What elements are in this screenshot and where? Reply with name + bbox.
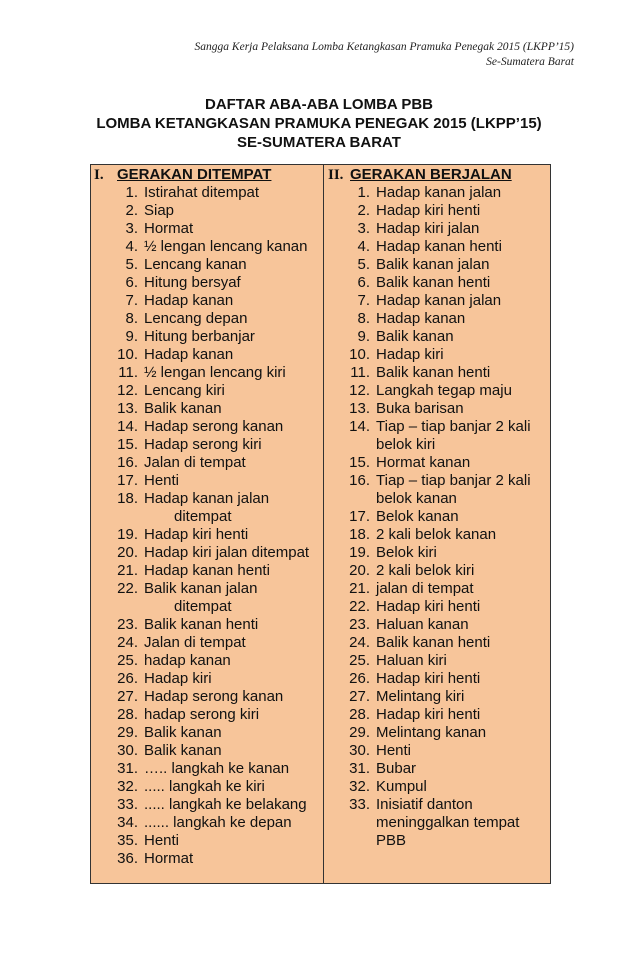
- document-region: SE-SUMATERA BARAT: [237, 134, 401, 151]
- item-number: 9.: [357, 328, 370, 345]
- item-text: Balik kanan: [144, 742, 222, 759]
- item-text: Hadap kanan: [376, 310, 466, 327]
- list-item: [324, 562, 551, 580]
- list-item: [90, 562, 323, 580]
- item-number: 16.: [349, 472, 370, 489]
- item-number: 36.: [117, 850, 138, 867]
- item-number: 4.: [125, 238, 138, 255]
- document-subtitle: LOMBA KETANGKASAN PRAMUKA PENEGAK 2015 (LKPP’15): [96, 115, 542, 132]
- list-items: [324, 184, 551, 850]
- item-text: Balik kanan henti: [376, 364, 491, 381]
- running-header-region: Se-Sumatera Barat: [486, 56, 574, 68]
- item-text: Langkah tegap maju: [376, 382, 512, 399]
- item-number: 19.: [117, 526, 138, 543]
- list-item: [324, 706, 551, 724]
- item-number: 34.: [117, 814, 138, 831]
- item-text: Belok kiri: [376, 544, 437, 561]
- item-text: Balik kanan: [376, 328, 454, 345]
- item-text: Lencang depan: [144, 310, 248, 327]
- item-text: Henti: [144, 472, 180, 489]
- item-text-continued: belok kanan: [376, 490, 457, 507]
- item-text: ½ lengan lencang kanan: [144, 238, 308, 255]
- list-item: [90, 454, 323, 472]
- list-item: [324, 526, 551, 544]
- item-text: hadap serong kiri: [144, 706, 260, 723]
- item-number: 9.: [125, 328, 138, 345]
- item-number: 14.: [349, 418, 370, 435]
- item-text: Hadap kiri henti: [376, 202, 481, 219]
- item-text: ..... langkah ke belakang: [144, 796, 307, 813]
- item-number: 15.: [117, 436, 138, 453]
- item-text: Jalan di tempat: [144, 634, 246, 651]
- section-number: II.: [328, 167, 344, 183]
- item-text: Siap: [144, 202, 175, 219]
- running-header-title: Sangga Kerja Pelaksana Lomba Ketangkasan Pramuka Penegak 2015 (LKPP’15): [194, 41, 574, 53]
- item-number: 20.: [117, 544, 138, 561]
- list-item: [90, 832, 323, 850]
- item-number: 7.: [125, 292, 138, 309]
- item-text: ….. langkah ke kanan: [144, 760, 290, 777]
- item-number: 2.: [357, 202, 370, 219]
- item-text: Hormat: [144, 850, 194, 867]
- list-item: [90, 688, 323, 706]
- section-number: I.: [94, 167, 104, 183]
- item-text: Inisiatif danton: [376, 796, 473, 813]
- list-item: [90, 544, 323, 562]
- item-text: Hadap kanan jalan: [144, 490, 270, 507]
- item-number: 30.: [349, 742, 370, 759]
- list-item: [90, 382, 323, 400]
- item-number: 5.: [357, 256, 370, 273]
- list-item: [324, 472, 551, 508]
- item-text: Hadap kanan jalan: [376, 292, 502, 309]
- item-text: ½ lengan lencang kiri: [144, 364, 286, 381]
- list-item: [90, 742, 323, 760]
- item-number: 10.: [349, 346, 370, 363]
- list-item: [324, 220, 551, 238]
- list-item: [90, 274, 323, 292]
- list-item: [90, 724, 323, 742]
- list-item: [90, 796, 323, 814]
- item-text: 2 kali belok kiri: [376, 562, 475, 579]
- list-item: [324, 346, 551, 364]
- item-text-continued: meninggalkan tempat: [376, 814, 520, 831]
- list-item: [90, 472, 323, 490]
- list-item: [90, 256, 323, 274]
- item-number: 5.: [125, 256, 138, 273]
- item-number: 2.: [125, 202, 138, 219]
- item-text: Belok kanan: [376, 508, 459, 525]
- item-text: Kumpul: [376, 778, 427, 795]
- list-item: [90, 418, 323, 436]
- item-text: Istirahat ditempat: [144, 184, 260, 201]
- item-text: hadap kanan: [144, 652, 231, 669]
- list-item: [324, 616, 551, 634]
- item-text-continued: ditempat: [174, 598, 232, 615]
- list-item: [90, 778, 323, 796]
- item-number: 8.: [357, 310, 370, 327]
- item-text: Melintang kiri: [376, 688, 465, 705]
- item-text: Hadap kiri henti: [376, 670, 481, 687]
- item-number: 6.: [357, 274, 370, 291]
- list-item: [324, 760, 551, 778]
- item-text: ..... langkah ke kiri: [144, 778, 265, 795]
- item-number: 31.: [117, 760, 138, 777]
- list-item: [90, 490, 323, 526]
- list-item: [324, 544, 551, 562]
- item-number: 27.: [349, 688, 370, 705]
- column-gerakan-ditempat: [90, 166, 323, 868]
- section-title: GERAKAN DITEMPAT: [117, 166, 272, 183]
- list-item: [324, 580, 551, 598]
- item-text: Tiap – tiap banjar 2 kali: [376, 418, 531, 435]
- item-number: 11.: [350, 364, 370, 381]
- item-number: 17.: [349, 508, 370, 525]
- list-item: [324, 670, 551, 688]
- item-text: Jalan di tempat: [144, 454, 246, 471]
- item-number: 33.: [349, 796, 370, 813]
- list-item: [324, 688, 551, 706]
- section-header: [324, 166, 551, 184]
- item-number: 22.: [117, 580, 138, 597]
- document-title: DAFTAR ABA-ABA LOMBA PBB: [204, 96, 434, 113]
- item-text: Balik kanan: [144, 724, 222, 741]
- item-text: Hadap kanan henti: [144, 562, 270, 579]
- list-item: [324, 238, 551, 256]
- item-text: Balik kanan henti: [144, 616, 259, 633]
- list-item: [90, 634, 323, 652]
- list-item: [90, 238, 323, 256]
- item-number: 35.: [117, 832, 138, 849]
- list-item: [90, 652, 323, 670]
- item-text: Hadap kanan jalan: [376, 184, 502, 201]
- item-number: 25.: [117, 652, 138, 669]
- item-number: 4.: [357, 238, 370, 255]
- item-number: 21.: [117, 562, 138, 579]
- item-text: Hadap serong kanan: [144, 418, 284, 435]
- column-gerakan-berjalan: [324, 166, 551, 850]
- item-number: 6.: [125, 274, 138, 291]
- item-number: 23.: [117, 616, 138, 633]
- item-number: 24.: [117, 634, 138, 651]
- list-item: [90, 526, 323, 544]
- item-number: 29.: [349, 724, 370, 741]
- item-number: 28.: [349, 706, 370, 723]
- list-item: [324, 652, 551, 670]
- item-number: 28.: [117, 706, 138, 723]
- item-number: 14.: [117, 418, 138, 435]
- item-text: Hadap kiri: [376, 346, 444, 363]
- list-item: [90, 328, 323, 346]
- item-text: Haluan kiri: [376, 652, 447, 669]
- item-text: Balik kanan: [144, 400, 222, 417]
- list-item: [324, 328, 551, 346]
- item-number: 16.: [117, 454, 138, 471]
- item-number: 1.: [125, 184, 138, 201]
- list-item: [324, 724, 551, 742]
- item-text-continued: ditempat: [174, 508, 232, 525]
- item-number: 25.: [349, 652, 370, 669]
- item-text: Hadap kiri henti: [144, 526, 249, 543]
- item-text: Lencang kanan: [144, 256, 247, 273]
- list-item: [90, 220, 323, 238]
- item-number: 32.: [117, 778, 138, 795]
- item-number: 24.: [349, 634, 370, 651]
- list-item: [90, 364, 323, 382]
- list-item: [324, 256, 551, 274]
- item-text-continued: PBB: [376, 832, 407, 849]
- item-text: Balik kanan henti: [376, 634, 491, 651]
- item-number: 31.: [349, 760, 370, 777]
- item-text: Balik kanan henti: [376, 274, 491, 291]
- item-text: Balik kanan jalan: [376, 256, 490, 273]
- item-text: Hadap kiri henti: [376, 706, 481, 723]
- list-item: [90, 202, 323, 220]
- list-item: [324, 796, 551, 850]
- item-number: 10.: [117, 346, 138, 363]
- list-item: [90, 814, 323, 832]
- list-item: [324, 400, 551, 418]
- item-text: jalan di tempat: [376, 580, 474, 597]
- item-number: 3.: [125, 220, 138, 237]
- item-number: 12.: [349, 382, 370, 399]
- item-text: Hadap kanan: [144, 292, 234, 309]
- item-text: 2 kali belok kanan: [376, 526, 497, 543]
- item-number: 7.: [357, 292, 370, 309]
- list-item: [324, 454, 551, 472]
- item-text: Bubar: [376, 760, 417, 777]
- list-item: [324, 184, 551, 202]
- item-text: Haluan kanan: [376, 616, 469, 633]
- item-text: Hadap kiri jalan: [376, 220, 480, 237]
- item-number: 26.: [349, 670, 370, 687]
- item-text: Hadap kanan: [144, 346, 234, 363]
- item-number: 8.: [125, 310, 138, 327]
- list-item: [90, 580, 323, 616]
- item-text: ...... langkah ke depan: [144, 814, 292, 831]
- item-number: 22.: [349, 598, 370, 615]
- item-text-continued: belok kiri: [376, 436, 436, 453]
- item-text: Hormat kanan: [376, 454, 471, 471]
- list-item: [90, 670, 323, 688]
- item-text: Lencang kiri: [144, 382, 225, 399]
- item-text: Hadap kiri henti: [376, 598, 481, 615]
- item-number: 15.: [349, 454, 370, 471]
- item-text: Melintang kanan: [376, 724, 487, 741]
- list-item: [90, 616, 323, 634]
- list-item: [324, 418, 551, 454]
- list-item: [90, 346, 323, 364]
- item-text: Hadap kanan henti: [376, 238, 502, 255]
- list-item: [324, 382, 551, 400]
- list-item: [324, 778, 551, 796]
- item-number: 13.: [349, 400, 370, 417]
- item-number: 3.: [357, 220, 370, 237]
- item-text: Hadap serong kanan: [144, 688, 284, 705]
- list-item: [324, 508, 551, 526]
- list-item: [324, 634, 551, 652]
- item-text: Hadap kiri jalan ditempat: [144, 544, 310, 561]
- item-number: 1.: [357, 184, 370, 201]
- section-header: [90, 166, 323, 184]
- item-number: 26.: [117, 670, 138, 687]
- item-text: Buka barisan: [376, 400, 464, 417]
- item-text: Hormat: [144, 220, 194, 237]
- item-number: 12.: [117, 382, 138, 399]
- item-number: 13.: [117, 400, 138, 417]
- item-text: Hitung bersyaf: [144, 274, 241, 291]
- item-text: Henti: [144, 832, 180, 849]
- list-item: [324, 202, 551, 220]
- list-items: [90, 184, 323, 868]
- list-item: [90, 292, 323, 310]
- list-item: [90, 706, 323, 724]
- item-number: 27.: [117, 688, 138, 705]
- section-title: GERAKAN BERJALAN: [350, 166, 512, 183]
- item-number: 30.: [117, 742, 138, 759]
- item-number: 32.: [349, 778, 370, 795]
- item-number: 17.: [117, 472, 138, 489]
- list-item: [324, 742, 551, 760]
- list-item: [90, 310, 323, 328]
- list-item: [90, 850, 323, 868]
- item-number: 18.: [349, 526, 370, 543]
- list-item: [90, 184, 323, 202]
- item-text: Hitung berbanjar: [144, 328, 255, 345]
- item-text: Hadap kiri: [144, 670, 212, 687]
- list-item: [324, 364, 551, 382]
- item-number: 11.: [118, 364, 138, 381]
- item-text: Tiap – tiap banjar 2 kali: [376, 472, 531, 489]
- item-number: 19.: [349, 544, 370, 561]
- list-item: [324, 292, 551, 310]
- list-item: [324, 598, 551, 616]
- item-number: 20.: [349, 562, 370, 579]
- item-number: 23.: [349, 616, 370, 633]
- list-item: [90, 436, 323, 454]
- item-number: 33.: [117, 796, 138, 813]
- list-item: [90, 760, 323, 778]
- item-text: Balik kanan jalan: [144, 580, 258, 597]
- item-number: 21.: [349, 580, 370, 597]
- item-text: Henti: [376, 742, 412, 759]
- item-number: 29.: [117, 724, 138, 741]
- item-number: 18.: [117, 490, 138, 507]
- list-item: [324, 310, 551, 328]
- list-item: [324, 274, 551, 292]
- list-item: [90, 400, 323, 418]
- item-text: Hadap serong kiri: [144, 436, 262, 453]
